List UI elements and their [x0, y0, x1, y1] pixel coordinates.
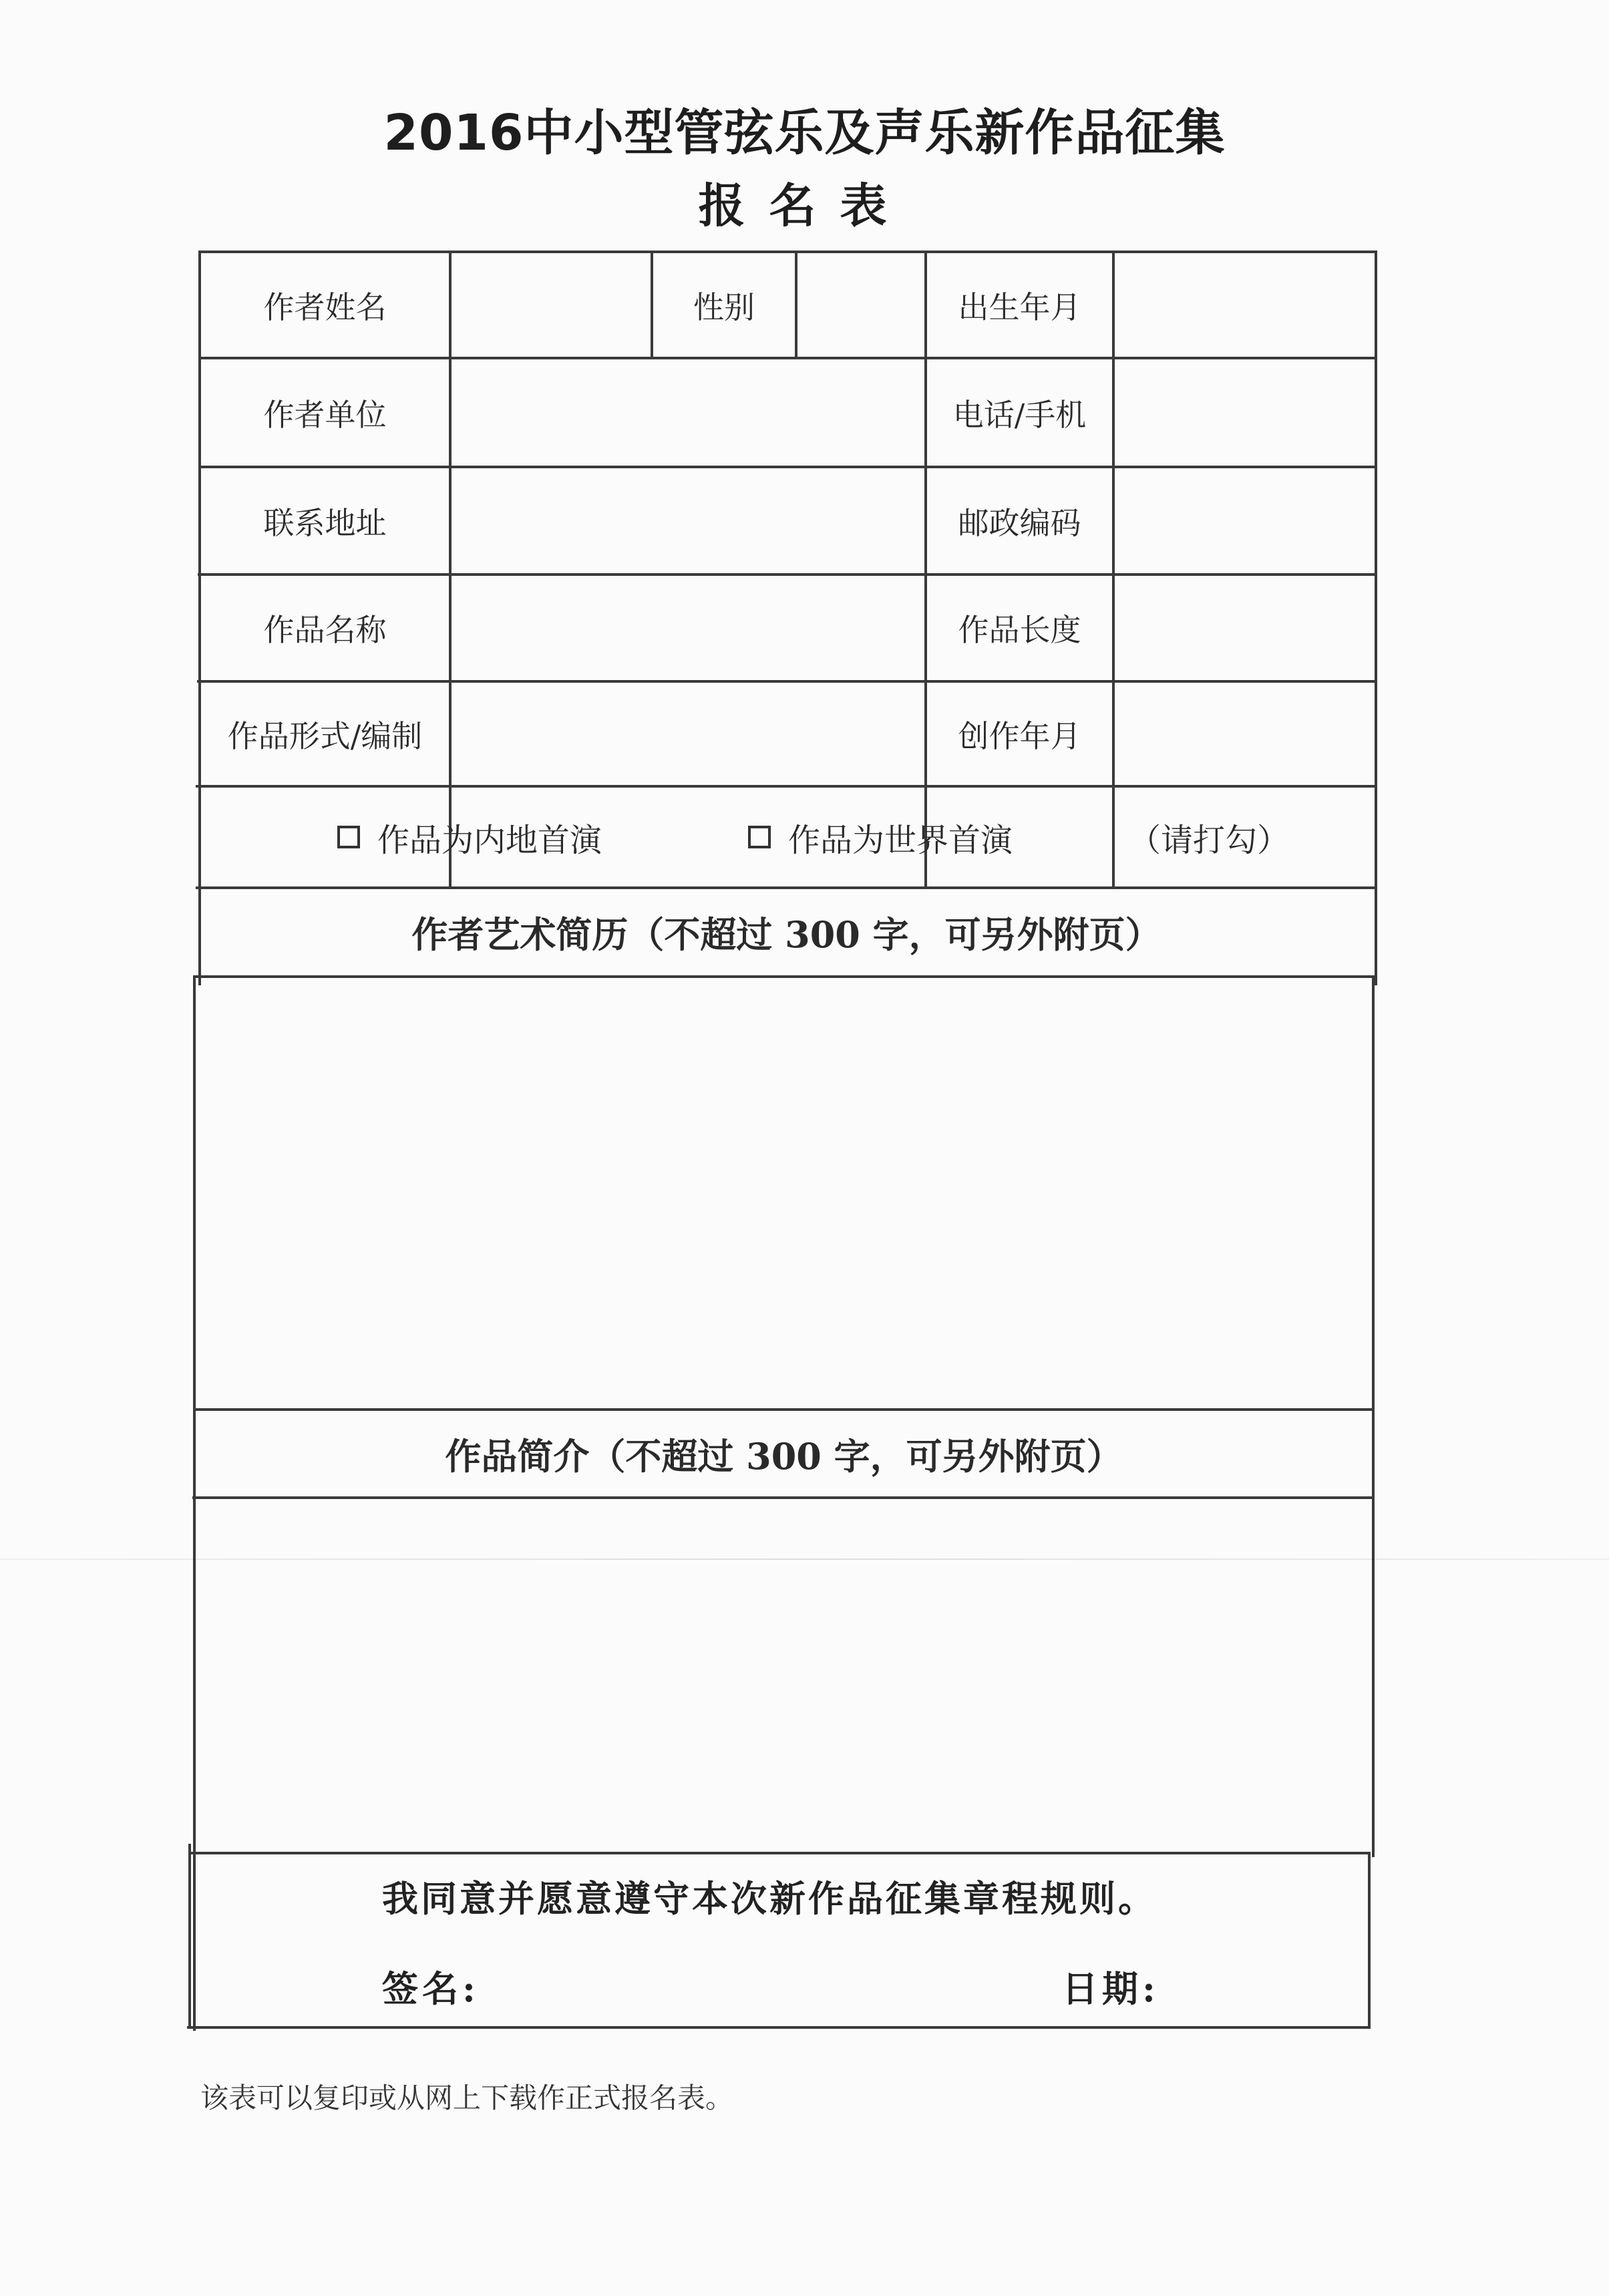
creation-date-field[interactable] [1115, 683, 1375, 785]
table-row-divider [189, 1852, 1371, 1854]
signature-label: 签名: [382, 1967, 480, 2010]
label-author-unit: 作者单位 [263, 396, 387, 433]
form-title: 2016中小型管弦乐及声乐新作品征集 [383, 104, 1226, 162]
bio-text-area[interactable] [196, 978, 1372, 1408]
table-border-right [1375, 251, 1377, 985]
intro-text-area[interactable] [196, 1499, 1372, 1852]
premiere-option-mainland[interactable] [337, 788, 658, 886]
address-field[interactable] [452, 468, 924, 573]
table-border-bottom [187, 2026, 1369, 2029]
premiere-option-world[interactable] [748, 788, 1069, 886]
author-name-field[interactable] [452, 253, 651, 357]
intro-heading: 作品简介（不超过 300 字，可另外附页） [445, 1434, 1123, 1478]
checkbox-icon[interactable] [748, 826, 771, 848]
label-postcode: 邮政编码 [958, 504, 1081, 541]
premiere-mainland-label: 作品为内地首演 [377, 821, 602, 859]
phone-field[interactable] [1115, 359, 1375, 466]
label-gender: 性别 [693, 289, 755, 325]
author-unit-field[interactable] [452, 359, 924, 466]
work-form-field[interactable] [452, 683, 924, 785]
label-work-name: 作品名称 [263, 612, 387, 648]
work-name-field[interactable] [452, 576, 924, 680]
birth-field[interactable] [1115, 253, 1375, 357]
date-label: 日期: [1062, 1967, 1159, 2010]
label-address: 联系地址 [263, 504, 387, 541]
postcode-field[interactable] [1115, 468, 1375, 573]
form-subtitle: 报名表 [698, 178, 911, 233]
agreement-statement: 我同意并愿意遵守本次新作品征集章程规则。 [382, 1877, 1157, 1920]
label-phone: 电话/手机 [952, 396, 1087, 433]
premiere-world-label: 作品为世界首演 [788, 821, 1013, 859]
table-border-left [188, 1844, 191, 2029]
work-length-field[interactable] [1115, 576, 1375, 680]
gender-field[interactable] [797, 253, 924, 357]
premiere-hint: （请打勾） [1129, 821, 1290, 859]
checkbox-icon[interactable] [337, 826, 360, 848]
footnote: 该表可以复印或从网上下载作正式报名表。 [200, 2082, 734, 2114]
label-work-form: 作品形式/编制 [227, 717, 423, 754]
table-border-right [1368, 1852, 1371, 2029]
paper-fold-line [0, 1559, 1609, 1560]
label-creation-date: 创作年月 [958, 717, 1081, 754]
label-birth: 出生年月 [958, 289, 1081, 325]
label-author-name: 作者姓名 [263, 289, 387, 325]
label-work-length: 作品长度 [958, 612, 1081, 648]
table-border-right [1372, 975, 1375, 1857]
bio-heading: 作者艺术简历（不超过 300 字，可另外附页） [411, 913, 1161, 956]
